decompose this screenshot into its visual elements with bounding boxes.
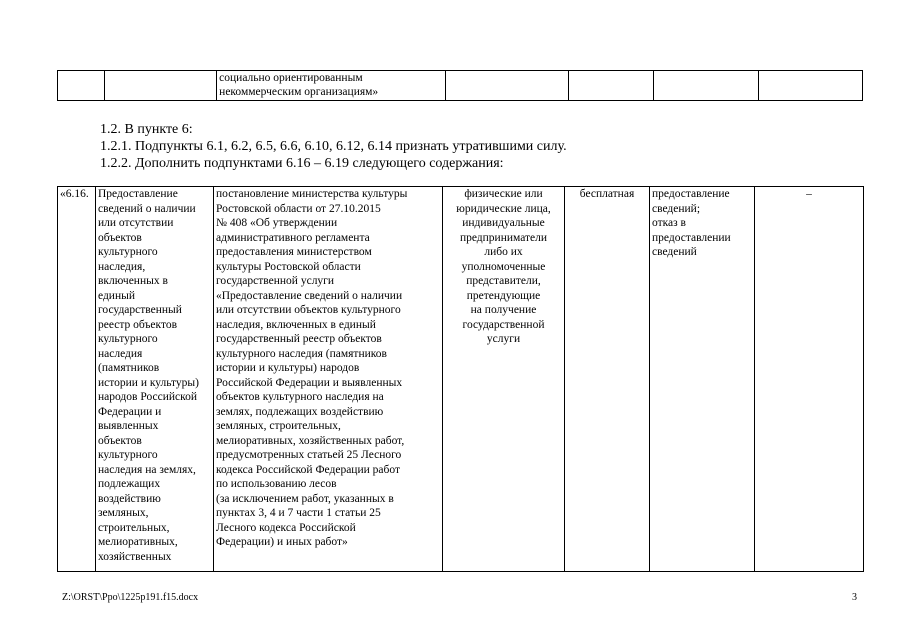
other-cell: – (755, 187, 864, 572)
cost-cell: бесплатная (565, 187, 650, 572)
table-cell (653, 71, 758, 101)
services-table (57, 186, 864, 572)
table-cell (105, 71, 217, 101)
page-number: 3 (852, 592, 857, 603)
table-row (58, 71, 863, 101)
paragraph-1-2-2: 1.2.2. Дополнить подпунктами 6.16 – 6.19 следующего содержания: (100, 156, 504, 171)
table-cell (568, 71, 653, 101)
result-cell: предоставление сведений; отказ в предоставлении сведений (650, 187, 755, 572)
table-cell (58, 71, 105, 101)
paragraph-1-2-1: 1.2.1. Подпункты 6.1, 6.2, 6.5, 6.6, 6.10, 6.12, 6.14 признать утратившими силу. (100, 139, 567, 154)
service-name-cell: Предоставление сведений о наличии или отсутствии объектов культурного наследия, включенных в единый государственный реестр объектов культурного наследия (памятников истории и культуры) народов Российской Федерации и выявленных объектов культурного наследия на землях, подлежащих воздействию земляных, строительных, мелиоративных, хозяйственных (96, 187, 214, 572)
table-row (58, 187, 864, 572)
footer-file-path: Z:\ORST\Ppo\1225p191.f15.docx (62, 592, 199, 603)
table-cell: социально ориентированным некоммерческим организациям» (217, 71, 446, 101)
applicants-cell: физические или юридические лица, индивидуальные предприниматели либо их уполномоченные представители, претендующие на получение государственной услуги (443, 187, 565, 572)
table-cell (758, 71, 862, 101)
paragraph-1-2: 1.2. В пункте 6: (100, 122, 193, 137)
legal-basis-cell: постановление министерства культуры Ростовской области от 27.10.2015 № 408 «Об утверждении административного регламента предоставления министерством культуры Ростовской области государственной услуги «Предоставление сведений о наличии или отсутствии объектов культурного наследия, включенных в единый государственный реестр объектов культурного наследия (памятников истории и культуры) народов Российской Федерации и выявленных объектов культурного наследия на землях, подлежащих воздействию земляных, строительных, мелиоративных, хозяйственных работ, предусмотренных статьей 25 Лесного кодекса Российской Федерации работ по использованию лесов (за исключением работ, указанных в пунктах 3, 4 и 7 части 1 статьи 25 Лесного кодекса Российской Федерации) и иных работ» (214, 187, 443, 572)
item-number: «6.16. (58, 187, 96, 572)
table-cell (446, 71, 568, 101)
top-table-fragment (57, 70, 863, 101)
